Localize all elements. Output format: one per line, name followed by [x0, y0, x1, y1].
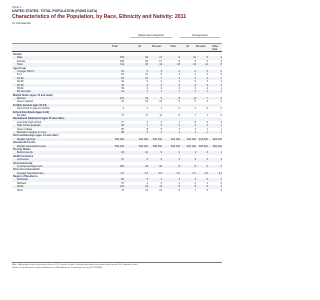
table-cell: 17: [145, 114, 148, 118]
table-cell: 311: [120, 63, 124, 67]
row-label: Fertility (women ages 15-44): [13, 103, 47, 107]
table-cell: 1: [178, 90, 180, 94]
table-cell: 1: [178, 120, 180, 124]
table-cell: 0: [220, 114, 222, 118]
table-cell: 1: [194, 114, 196, 118]
table-cell: 56: [121, 127, 124, 131]
row-label: Homeownership: [13, 161, 33, 165]
table-cell: 15: [145, 100, 148, 104]
table-row: [12, 189, 222, 192]
table-cell: 3: [160, 69, 162, 73]
table-cell: 0: [220, 69, 222, 73]
table-cell: 6: [206, 188, 208, 192]
table-cell: 10: [193, 56, 196, 60]
table-cell: 5: [178, 188, 180, 192]
table-cell: 59: [121, 86, 124, 90]
table-cell: $23,000: [170, 137, 180, 141]
table-cell: 1: [206, 73, 208, 77]
table-cell: 11: [193, 97, 196, 101]
table-cell: 6: [206, 158, 208, 162]
row-label: South: [17, 185, 24, 189]
row-label: 50-64: [17, 86, 24, 90]
table-cell: 13: [145, 73, 148, 77]
page-label: Table 1: [12, 5, 22, 9]
table-cell: 26: [145, 164, 148, 168]
table-cell: 3.0: [176, 171, 180, 175]
table-cell: 13: [145, 151, 148, 155]
table-cell: 46: [121, 151, 124, 155]
table-cell: 6: [146, 80, 148, 84]
table-cell: 3: [220, 158, 222, 162]
table-cell: 3: [178, 158, 180, 162]
table-cell: 26: [145, 56, 148, 60]
table-cell: 2: [220, 178, 222, 182]
table-cell: 3: [160, 86, 162, 90]
table-cell: 5: [160, 124, 162, 128]
table-cell: 18: [177, 63, 180, 67]
table-cell: 2: [194, 130, 196, 134]
row-label: High school graduate: [17, 124, 41, 128]
table-cell: 2: [178, 124, 180, 128]
table-cell: 1: [160, 178, 162, 182]
table-cell: 58: [121, 130, 124, 134]
table-cell: 1: [220, 80, 222, 84]
table-cell: 1: [178, 181, 180, 185]
table-cell: 1: [220, 86, 222, 90]
table-cell: 0: [220, 73, 222, 77]
table-cell: 73: [121, 188, 124, 192]
row-label: 65 and older: [17, 90, 31, 94]
notes-divider: [12, 262, 222, 263]
row-label: Female: [17, 59, 26, 63]
row-label: Married: [17, 97, 26, 101]
table-cell: 1: [206, 127, 208, 131]
row-label: Household Income: [13, 141, 36, 145]
table-cell: 47: [121, 158, 124, 162]
table-cell: 1: [220, 151, 222, 155]
table-cell: 5: [178, 100, 180, 104]
table-cell: 34: [159, 63, 162, 67]
table-cell: 1: [206, 114, 208, 118]
row-label: Median earnings: [17, 137, 36, 141]
table-cell: 4: [220, 97, 222, 101]
table-cell: 58: [121, 124, 124, 128]
table-cell: 81: [121, 100, 124, 104]
table-cell: 3.3: [144, 171, 148, 175]
table-cell: 8: [194, 185, 196, 189]
col-foreign-mexican: Mexican: [196, 45, 206, 48]
row-label: School Enrollment (ages 3-19): [13, 110, 49, 114]
row-label: Age Group: [13, 66, 26, 70]
table-cell: 9: [178, 59, 180, 63]
table-cell: 2: [178, 130, 180, 134]
table-cell: 8: [178, 164, 180, 168]
table-cell: 0: [206, 107, 208, 111]
table-cell: 8: [220, 63, 222, 67]
table-cell: 14: [145, 97, 148, 101]
table-cell: 9: [160, 151, 162, 155]
table-cell: 2: [194, 181, 196, 185]
row-label: Male: [17, 56, 23, 60]
table-cell: 7: [146, 124, 148, 128]
table-cell: 1: [206, 181, 208, 185]
table-cell: $35,000: [198, 144, 208, 148]
table-cell: 18: [159, 164, 162, 168]
table-cell: 3.7: [192, 171, 196, 175]
col-native-mexican: Mexican: [152, 45, 162, 48]
table-cell: 6: [206, 164, 208, 168]
table-cell: 44: [121, 83, 124, 87]
table-cell: 4: [146, 86, 148, 90]
table-cell: 0: [206, 69, 208, 73]
table-cell: 17: [159, 59, 162, 63]
table-cell: 1: [220, 83, 222, 87]
table-cell: 3: [160, 130, 162, 134]
row-label: Personal Earnings (ages 16 and older): [13, 134, 59, 138]
table-cell: 4: [194, 76, 196, 80]
table-cell: 2: [206, 86, 208, 90]
table-cell: 26: [145, 59, 148, 63]
row-label: Average household size: [17, 171, 44, 175]
row-label: Below poverty: [17, 151, 33, 155]
table-cell: 1: [194, 107, 196, 111]
row-label: Enrolled: [17, 114, 27, 118]
row-label: Less than high school: [17, 120, 42, 124]
row-label: Gender: [13, 53, 22, 56]
table-cell: 3: [220, 164, 222, 168]
table-cell: 17: [159, 56, 162, 60]
table-cell: 5: [146, 69, 148, 73]
table-cell: 7: [206, 97, 208, 101]
table-cell: 3: [206, 151, 208, 155]
table-cell: 3: [206, 80, 208, 84]
row-label: Northeast: [17, 178, 28, 182]
table-subtitle: UNITED STATES: TOTAL POPULATION (PUMS DATA): [12, 9, 98, 13]
row-label: 5-17: [17, 73, 23, 77]
table-cell: 4: [220, 59, 222, 63]
table-cell: 3.3: [218, 171, 222, 175]
col-foreign-other: Other Hisp.: [212, 45, 219, 51]
document-header: [12, 9, 222, 25]
table-cell: 2: [178, 69, 180, 73]
row-label: Uninsured: [17, 158, 29, 162]
table-cell: $43,000: [170, 144, 180, 148]
row-label: Poverty Status: [13, 147, 31, 151]
table-cell: 158: [119, 59, 124, 63]
table-cell: 55: [121, 178, 124, 182]
table-cell: 4: [194, 124, 196, 128]
table-cell: 4: [178, 178, 180, 182]
table-cell: 0: [194, 69, 196, 73]
group-header-row: [12, 33, 222, 44]
table-cell: 3: [160, 120, 162, 124]
table-cell: 10: [145, 76, 148, 80]
row-label: West: [17, 188, 23, 192]
table-cell: 6: [206, 59, 208, 63]
col-native-other: Other: [170, 45, 177, 48]
table-cell: 3: [206, 83, 208, 87]
table-cell: 5: [160, 127, 162, 131]
table-cell: 24: [145, 188, 148, 192]
table-cell: $40,000: [138, 144, 148, 148]
table-cell: 3: [194, 86, 196, 90]
table-cell: 1: [194, 73, 196, 77]
table-cell: 153: [119, 56, 124, 60]
table-cell: 8: [194, 120, 196, 124]
table-cell: 19: [159, 188, 162, 192]
table-cell: 116: [120, 185, 124, 189]
table-cell: 9: [194, 158, 196, 162]
table-cell: 4: [220, 56, 222, 60]
row-label: Some college: [17, 127, 33, 131]
table-cell: 2: [194, 127, 196, 131]
table-cell: 3: [178, 76, 180, 80]
table-cell: 74: [121, 114, 124, 118]
table-cell: 2: [146, 90, 148, 94]
table-cell: 5: [146, 178, 148, 182]
table-body: [12, 53, 222, 192]
table-cell: 7: [194, 188, 196, 192]
table-cell: 8: [146, 127, 148, 131]
table-cell: 0: [178, 107, 180, 111]
table-cell: 3: [206, 100, 208, 104]
group-native: Native-born Hispanic: [130, 33, 172, 38]
group-foreign: Foreign-born: [180, 33, 220, 38]
table-cell: 20: [121, 69, 124, 73]
table-cell: 3: [206, 124, 208, 128]
table-cell: 9: [160, 97, 162, 101]
table-cell: 6: [206, 56, 208, 60]
row-label: Total: [17, 63, 23, 67]
table-cell: 1: [206, 90, 208, 94]
table-cell: 1: [220, 130, 222, 134]
table-cell: 2.6: [120, 171, 124, 175]
table-cell: 2: [194, 90, 196, 94]
table-cell: 3: [220, 185, 222, 189]
table-cell: 3: [194, 178, 196, 182]
table-cell: $50,000: [114, 144, 124, 148]
table-cell: 1: [146, 107, 148, 111]
table-cell: 6: [160, 158, 162, 162]
table-cell: $30,000: [114, 137, 124, 141]
table-cell: 1: [220, 127, 222, 131]
row-label: Region of Residence: [13, 175, 38, 179]
table-cell: 4: [178, 73, 180, 77]
table-cell: 7: [160, 76, 162, 80]
table-cell: 0: [206, 178, 208, 182]
table-cell: 205: [119, 164, 124, 168]
row-label: Had a birth in past 12 months: [17, 107, 50, 111]
table-cell: 3: [206, 76, 208, 80]
table-cell: 40: [121, 80, 124, 84]
col-total: Total: [112, 45, 118, 48]
table-cell: $20,000: [186, 137, 196, 141]
table-cell: 2: [178, 86, 180, 90]
table-cell: 11: [159, 185, 162, 189]
table-cell: 9: [178, 56, 180, 60]
table-cell: 4: [146, 83, 148, 87]
table-cell: 1: [220, 124, 222, 128]
table-cell: 9: [146, 158, 148, 162]
row-label: Persons in Household: [13, 168, 40, 172]
table-cell: 0: [220, 181, 222, 185]
table-cell: 12: [205, 63, 208, 67]
table-cell: 4: [122, 107, 124, 111]
table-cell: 19: [145, 185, 148, 189]
table-cell: 5: [194, 100, 196, 104]
row-label: Marital Status (ages 15 and older): [13, 93, 53, 97]
table-cell: 27: [121, 120, 124, 124]
table-cell: 52: [121, 76, 124, 80]
table-cell: 2: [178, 80, 180, 84]
table-cell: 9: [160, 73, 162, 77]
table-cell: 5: [178, 97, 180, 101]
table-cell: 67: [121, 181, 124, 185]
table-cell: $40,000: [212, 144, 222, 148]
column-header-row: [12, 44, 222, 52]
table-cell: 5: [206, 185, 208, 189]
row-label: Health Insurance: [13, 154, 34, 158]
table-cell: $38,000: [152, 144, 162, 148]
row-label: Midwest: [17, 181, 27, 185]
data-table: [12, 33, 222, 192]
table-cell: 3: [178, 127, 180, 131]
row-label: Bachelor's degree or more: [17, 130, 47, 134]
table-cell: 1: [206, 130, 208, 134]
table-cell: 41: [121, 90, 124, 94]
table-cell: $20,000: [152, 137, 162, 141]
table-cell: 1: [160, 90, 162, 94]
table-cell: $22,000: [212, 137, 222, 141]
table-cell: 2: [220, 120, 222, 124]
note-line: Note: Native-born refers to persons who are U.S. citizens at birth. Foreign-born refers to persons who are not U.S. citizens at birth.: [12, 264, 139, 266]
table-cell: 52: [145, 63, 148, 67]
table-cell: 6: [178, 114, 180, 118]
table-cell: 4.0: [204, 171, 208, 175]
table-cell: $21,000: [138, 137, 148, 141]
row-label: 18-29: [17, 76, 24, 80]
table-cell: 4: [194, 151, 196, 155]
table-cell: 2: [220, 188, 222, 192]
col-native-all: All: [138, 45, 141, 48]
table-title: Characteristics of the Population, by Race, Ethnicity and Nativity: 2011: [12, 14, 187, 20]
table-cell: 4: [146, 181, 148, 185]
row-label: 40-49: [17, 83, 24, 87]
table-cell: 1: [220, 76, 222, 80]
table-cell: 5: [194, 80, 196, 84]
table-cell: 9: [194, 164, 196, 168]
table-cell: 4: [178, 151, 180, 155]
table-cell: 2: [220, 100, 222, 104]
table-cell: 8: [178, 185, 180, 189]
table-cell: 4: [146, 120, 148, 124]
table-cell: 10: [159, 100, 162, 104]
col-foreign-all: All: [186, 45, 189, 48]
table-cell: $19,000: [198, 137, 208, 141]
table-cell: 11: [159, 114, 162, 118]
table-cell: 5: [146, 130, 148, 134]
table-cell: 6: [206, 120, 208, 124]
table-units: (in thousands): [12, 21, 32, 25]
row-label: Younger than 5: [17, 69, 34, 73]
table-cell: 19: [193, 63, 196, 67]
table-cell: 4: [160, 80, 162, 84]
row-label: 30-39: [17, 80, 24, 84]
table-cell: 4: [194, 83, 196, 87]
table-cell: 9: [194, 59, 196, 63]
row-label: Educational Attainment (ages 25 and older): [13, 117, 65, 121]
table-cell: 3.5: [158, 171, 162, 175]
row-label: Median household income: [17, 144, 47, 148]
table-cell: 2: [178, 83, 180, 87]
row-label: Never married: [17, 100, 33, 104]
table-cell: 3: [160, 181, 162, 185]
table-notes: [12, 264, 222, 270]
table-cell: 124: [119, 97, 124, 101]
table-cell: 1: [160, 107, 162, 111]
table-cell: $37,000: [186, 144, 196, 148]
table-cell: 54: [121, 73, 124, 77]
table-cell: 1: [220, 90, 222, 94]
source-line: Source: Pew Research Center tabulations of 2011 American Community Survey (1% IPUMS).: [12, 266, 103, 269]
row-label: In owner-occupied unit: [17, 164, 43, 168]
table-cell: 0: [220, 107, 222, 111]
table-cell: 3: [160, 83, 162, 87]
